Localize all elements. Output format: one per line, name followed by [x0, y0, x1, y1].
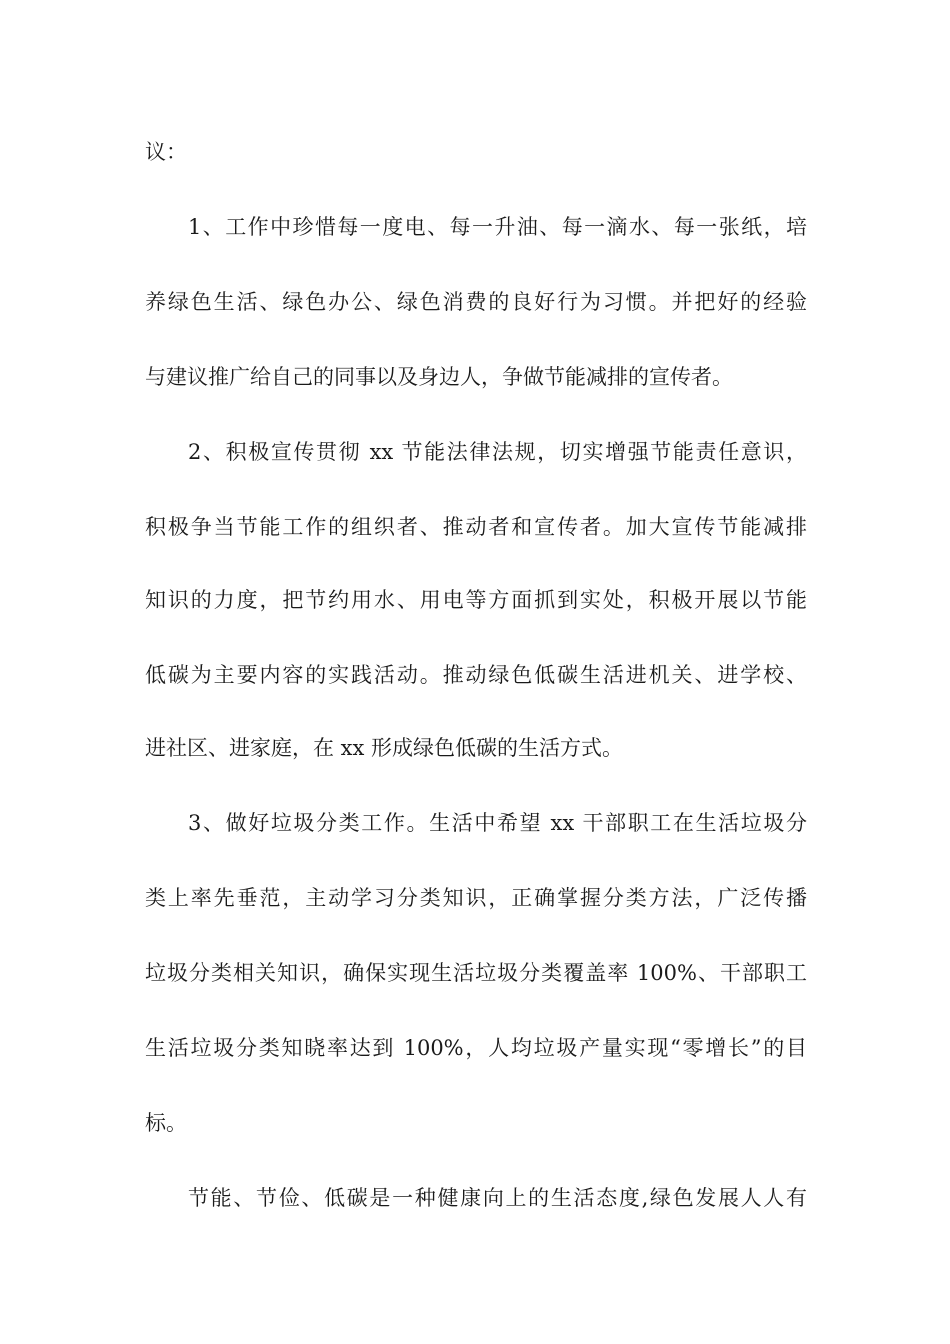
text-line-14: 标。 [145, 1111, 187, 1135]
text-line-7: 知识的力度，把节约用水、用电等方面抓到实处，积极开展以节能 [145, 588, 807, 612]
text-line-9: 进社区、进家庭，在 xx 形成绿色低碳的生活方式。 [145, 736, 624, 760]
text-line-4: 与建议推广给自己的同事以及身边人，争做节能减排的宣传者。 [145, 365, 733, 389]
text-line-11: 类上率先垂范，主动学习分类知识，正确掌握分类方法，广泛传播 [145, 886, 807, 910]
text-line-15: 节能、节俭、低碳是一种健康向上的生活态度,绿色发展人人有 [188, 1186, 807, 1210]
text-line-5: 2、积极宣传贯彻 xx 节能法律法规，切实增强节能责任意识， [188, 440, 807, 464]
text-line-12: 垃圾分类相关知识，确保实现生活垃圾分类覆盖率 100%、干部职工 [145, 961, 807, 985]
text-line-10: 3、做好垃圾分类工作。生活中希望 xx 干部职工在生活垃圾分 [188, 811, 807, 835]
text-line-3: 养绿色生活、绿色办公、绿色消费的良好行为习惯。并把好的经验 [145, 290, 807, 314]
text-line-13: 生活垃圾分类知晓率达到 100%，人均垃圾产量实现“零增长”的目 [145, 1036, 807, 1060]
text-line-8: 低碳为主要内容的实践活动。推动绿色低碳生活进机关、进学校、 [145, 663, 807, 687]
text-line-1: 议： [145, 140, 187, 164]
text-line-6: 积极争当节能工作的组织者、推动者和宣传者。加大宣传节能减排 [145, 515, 807, 539]
text-line-2: 1、工作中珍惜每一度电、每一升油、每一滴水、每一张纸，培 [188, 215, 807, 239]
